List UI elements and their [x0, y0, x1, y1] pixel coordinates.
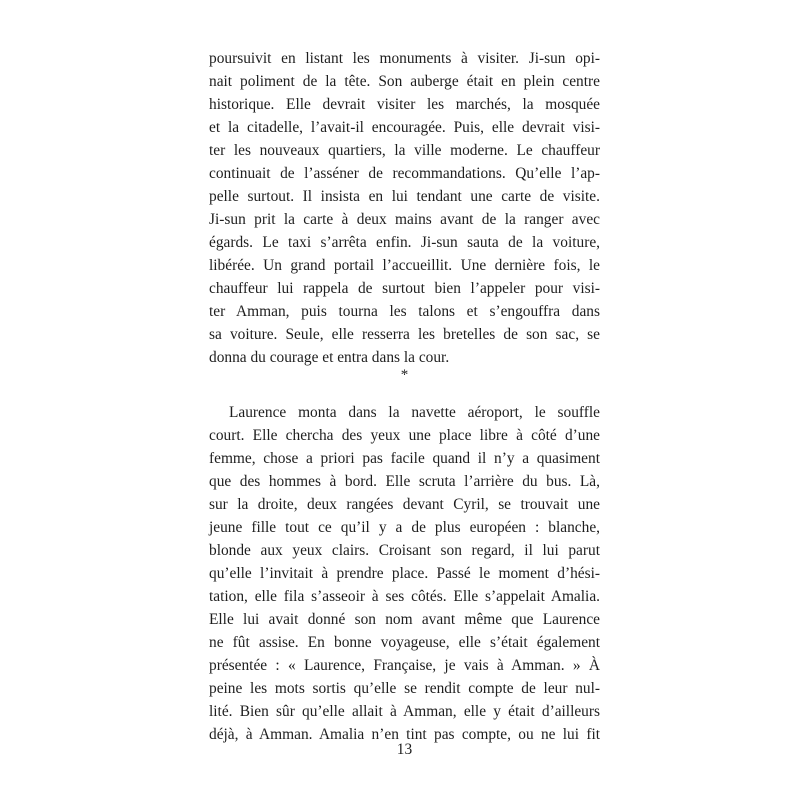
text-line: historique. Elle devrait visiter les marchés, la mosquée: [209, 96, 600, 113]
text-line: libérée. Un grand portail l’accueillit. Une dernière fois, le: [209, 257, 600, 274]
text-line: tation, elle fila s’asseoir à ses côtés. Elle s’appelait Amalia.: [209, 588, 600, 605]
text-line: ne fût assise. En bonne voyageuse, elle s’était également: [209, 634, 600, 651]
text-line: et la citadelle, l’avait-il encouragée. Puis, elle devrait visi-: [209, 119, 600, 136]
text-line: déjà, à Amman. Amalia n’en tint pas compte, ou ne lui fit: [209, 726, 600, 743]
text-line: sa voiture. Seule, elle resserra les bretelles de son sac, se: [209, 326, 600, 343]
text-line: ter Amman, puis tourna les talons et s’engouffra dans: [209, 303, 600, 320]
text-line: sur la droite, deux rangées devant Cyril, se trouvait une: [209, 496, 600, 513]
paragraph-2: [209, 401, 600, 746]
page-number: 13: [396, 741, 413, 758]
text-line: Elle lui avait donné son nom avant même que Laurence: [209, 611, 600, 628]
text-line: peine les mots sortis qu’elle se rendit compte de leur nul-: [209, 680, 600, 697]
text-line: continuait de l’asséner de recommandations. Qu’elle l’ap-: [209, 165, 600, 182]
text-line: Ji-sun prit la carte à deux mains avant de la ranger avec: [209, 211, 600, 228]
text-line: que des hommes à bord. Elle scruta l’arrière du bus. Là,: [209, 473, 600, 490]
text-line: court. Elle chercha des yeux une place libre à côté d’une: [209, 427, 600, 444]
section-separator: *: [400, 367, 409, 383]
text-line: pelle surtout. Il insista en lui tendant une carte de visite.: [209, 188, 600, 205]
paragraph-1: [209, 47, 600, 369]
text-line: chauffeur lui rappela de surtout bien l’appeler pour visi-: [209, 280, 600, 297]
text-line: égards. Le taxi s’arrêta enfin. Ji-sun sauta de la voiture,: [209, 234, 600, 251]
text-line: Laurence monta dans la navette aéroport, le souffle: [229, 404, 600, 421]
text-line: lité. Bien sûr qu’elle allait à Amman, elle y était d’ailleurs: [209, 703, 600, 720]
text-line: donna du courage et entra dans la cour.: [209, 349, 450, 366]
text-line: nait poliment de la tête. Son auberge était en plein centre: [209, 73, 600, 90]
text-line: blonde aux yeux clairs. Croisant son regard, il lui parut: [209, 542, 600, 559]
text-line: jeune fille tout ce qu’il y a de plus européen : blanche,: [209, 519, 600, 536]
text-line: présentée : « Laurence, Française, je vais à Amman. » À: [209, 657, 600, 674]
text-line: femme, chose a priori pas facile quand il n’y a quasiment: [209, 450, 600, 467]
text-line: ter les nouveaux quartiers, la ville moderne. Le chauffeur: [209, 142, 600, 159]
text-line: poursuivit en listant les monuments à visiter. Ji-sun opi-: [209, 50, 600, 67]
text-line: qu’elle l’invitait à prendre place. Passé le moment d’hési-: [209, 565, 600, 582]
